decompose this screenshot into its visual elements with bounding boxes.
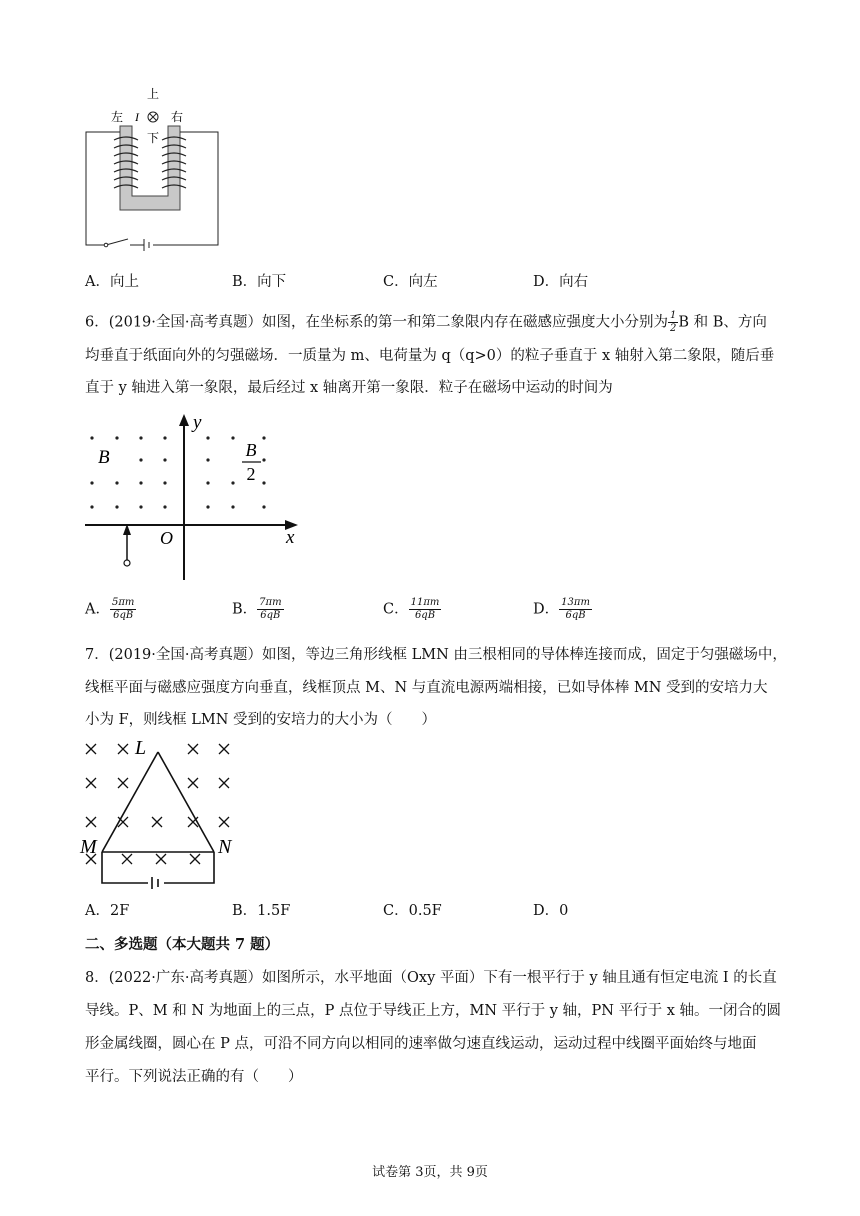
q6-figure [80, 412, 310, 584]
magnetic-field-coordinate-diagram [80, 412, 310, 584]
x-axis-label: x [286, 527, 295, 548]
field-b-half-numerator: B [245, 440, 257, 460]
triangle-frame-diagram [78, 735, 238, 895]
q6-stem-line1: 6．(2019·全国·高考真题）如图，在坐标系的第一和第二象限内存在磁感应强度大小分别为 $\frac{1}{2}$ B 和 B、方向 [85, 310, 767, 334]
q7-option-c[interactable]: C．0.5F [383, 903, 442, 919]
q5-figure [80, 82, 230, 252]
fraction-one-half: $\frac{1}{2}$ [670, 310, 677, 334]
q6-stem-line3: 直于 y 轴进入第一象限，最后经过 x 轴离开第一象限．粒子在磁场中运动的时间为 [85, 380, 613, 396]
q5-option-c[interactable]: C．向左 [383, 274, 438, 290]
q7-figure [78, 735, 238, 895]
q5-option-d[interactable]: D．向右 [533, 274, 589, 290]
label-current-i: I [135, 110, 139, 124]
q7-stem-line1: 7．(2019·全国·高考真题）如图，等边三角形线框 LMN 由三根相同的导体棒连接而成，固定于匀强磁场中， [85, 647, 787, 663]
label-down: 下 [146, 131, 160, 145]
page-footer: 试卷第 3页，共 9页 [372, 1165, 488, 1180]
q8-stem-line2: 导线。P、M 和 N 为地面上的三点，P 点位于导线正上方，MN 平行于 y 轴，PN 平行于 x 轴。一闭合的圆 [85, 1003, 781, 1019]
label-left: 左 [110, 110, 124, 124]
q7-stem-line2: 线框平面与磁感应强度方向垂直，线框顶点 M、N 与直流电源两端相接，已如导体棒 MN 受到的安培力大 [85, 680, 768, 696]
q6-option-a[interactable]: A． $\frac{5\pi m}{6qB}$ [85, 597, 135, 621]
label-up: 上 [146, 87, 160, 101]
q7-option-b[interactable]: B．1.5F [232, 903, 291, 919]
q5-option-a[interactable]: A．向上 [85, 274, 139, 290]
q6-option-b[interactable]: B． $\frac{7\pi m}{6qB}$ [232, 597, 282, 621]
q6-stem-line2: 均垂直于纸面向外的匀强磁场．一质量为 m、电荷量为 q（q>0）的粒子垂直于 x 轴射入第二象限，随后垂 [85, 348, 775, 364]
q7-stem-line3: 小为 F，则线框 LMN 受到的安培力的大小为（ ） [85, 712, 437, 728]
vertex-l-label: L [135, 737, 147, 759]
q6-option-c[interactable]: C． $\frac{11\pi m}{6qB}$ [383, 597, 440, 621]
vertex-m-label: M [80, 836, 97, 858]
q8-stem-line4: 平行。下列说法正确的有（ ） [85, 1069, 303, 1085]
electromagnet-circuit-diagram [80, 82, 230, 252]
q7-option-d[interactable]: D．0 [533, 903, 569, 919]
q6-option-d[interactable]: D． $\frac{13\pi m}{6qB}$ [533, 597, 590, 621]
q8-stem-line1: 8．(2022·广东·高考真题）如图所示，水平地面（Oxy 平面）下有一根平行于 y 轴且通有恒定电流 I 的长直 [85, 970, 777, 986]
field-b-half-denominator: 2 [246, 464, 256, 484]
vertex-n-label: N [218, 836, 232, 858]
field-b-label: B [98, 447, 110, 468]
q7-option-a[interactable]: A．2F [85, 903, 130, 919]
q5-option-b[interactable]: B．向下 [232, 274, 287, 290]
y-axis-label: y [193, 412, 202, 433]
origin-label: O [160, 528, 173, 548]
q8-stem-line3: 形金属线圈，圆心在 P 点，可沿不同方向以相同的速率做匀速直线运动，运动过程中线圈平面始终与地面 [85, 1036, 757, 1052]
label-right: 右 [170, 110, 184, 124]
section-heading-multiple-choice: 二、多选题（本大题共 7 题） [85, 936, 280, 953]
